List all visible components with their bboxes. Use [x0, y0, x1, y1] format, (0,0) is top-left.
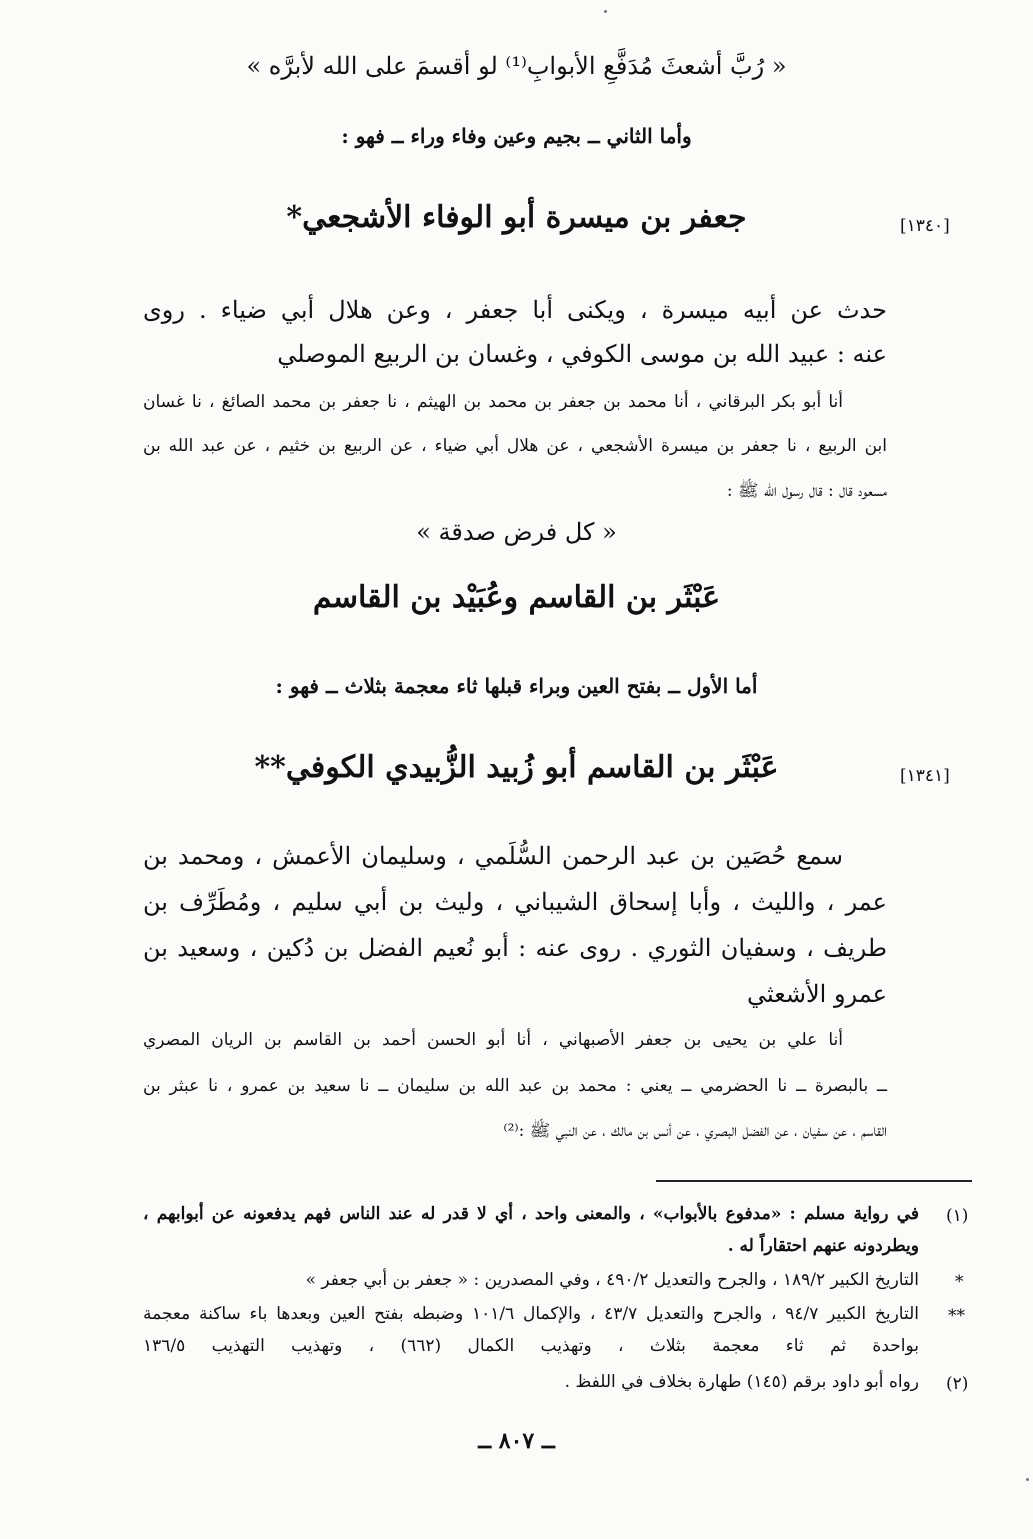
- entry-1341-isnad-line: أنا علي بن يحيى بن جعفر الأصبهاني ، أنا أبو الحسن أحمد بن القاسم بن الريان المصري: [143, 1030, 843, 1050]
- entry-1341-body-line: عمر ، والليث ، وأبا إسحاق الشيباني ، وليث بن أبي سليم ، ومُطَرِّف بن: [143, 888, 888, 916]
- entry-1341-isnad-line: القاسم ، عن سفيان ، عن الفضل البصري ، عن أنس بن مالك ، عن النبي ﷺ :⁽²⁾: [503, 1121, 887, 1141]
- entry-1340-body-line: عنه : عبيد الله بن موسى الكوفي ، وغسان بن الربيع الموصلي: [277, 340, 887, 368]
- footnote-dstar-line: بواحدة ثم ثاء معجمة بثلاث ، وتهذيب الكمال (٦٦٢) ، وتهذيب التهذيب ١٣٦/٥: [143, 1336, 920, 1356]
- footnote-separator: [656, 1180, 972, 1182]
- entry-number-1341: [١٣٤١]: [900, 766, 950, 786]
- entry-1341-body-line: سمع حُصَين بن عبد الرحمن السُّلَمي ، وسليمان الأعمش ، ومحمد بن: [143, 842, 843, 870]
- footnote-dstar-line: التاريخ الكبير ٩٤/٧ ، والجرح والتعديل ٤٣/٧ ، والإكمال ١٠١/٦ وضبطه بفتح العين وبعدها باء ساكنة معجمة: [143, 1304, 919, 1324]
- footnote-1-line: في رواية مسلم : «مدفوع بالأبواب» ، والمعنى واحد ، أي لا قدر له عند الناس فهم يدفعونه عن أبوابهم ،: [143, 1204, 919, 1224]
- scan-speck: [1026, 1478, 1029, 1481]
- footnote-marker: (٢): [946, 1374, 969, 1394]
- entry-1340-isnad-line: أنا أبو بكر البرقاني ، أنا محمد بن جعفر بن محمد بن الهيثم ، نا جعفر بن محمد الصائغ ، نا غسان: [143, 392, 843, 412]
- hadith-quote-1340: « كل فرض صدقة »: [416, 518, 617, 546]
- entry-1340-isnad-line: ابن الربيع ، نا جعفر بن ميسرة الأشجعي ، عن هلال أبي ضياء ، عن الربيع بن خثيم ، عن عبد الله بن: [143, 436, 887, 456]
- footnote-star-line: التاريخ الكبير ١٨٩/٢ ، والجرح والتعديل ٤٩٠/٢ ، وفي المصدرين : « جعفر بن أبي جعفر »: [305, 1270, 919, 1290]
- footnote-marker: **: [948, 1306, 965, 1326]
- entry-1340-isnad-line: مسعود قال : قال رسول الله ﷺ :: [726, 481, 887, 501]
- entry-1341-body-line: عمرو الأشعثي: [747, 980, 887, 1008]
- footnote-marker: *: [955, 1272, 964, 1292]
- intro-second: وأما الثاني ــ بجيم وعين وفاء وراء ــ فهو :: [341, 124, 692, 148]
- entry-title-1340: جعفر بن ميسرة أبو الوفاء الأشجعي*: [286, 200, 747, 235]
- entry-number-1340: [١٣٤٠]: [900, 216, 950, 236]
- entry-title-1341: عَبْثَر بن القاسم أبو زُبيد الزُّبيدي الكوفي**: [254, 750, 779, 785]
- section-heading: عَبْثَر بن القاسم وعُبَيْد بن القاسم: [312, 580, 721, 615]
- hadith-quote-top: « رُبَّ أشعثَ مُدَفَّعِ الأبوابِ⁽¹⁾ لو أقسمَ على الله لأبرَّه »: [246, 52, 787, 80]
- scan-speck: [604, 10, 607, 13]
- footnote-1-line: ويطردونه عنهم احتقاراً له .: [727, 1236, 919, 1256]
- intro-first: أما الأول ــ بفتح العين وبراء قبلها ثاء معجمة بثلاث ــ فهو :: [275, 674, 758, 698]
- entry-1341-isnad-line: ــ بالبصرة ــ نا الحضرمي ــ يعني : محمد بن عبد الله بن سليمان ــ نا سعيد بن عمرو ، نا عبثر بن: [143, 1076, 887, 1096]
- page-number: ــ ٨٠٧ ــ: [478, 1428, 555, 1454]
- footnote-2-line: رواه أبو داود برقم (١٤٥) طهارة بخلاف في اللفظ .: [564, 1372, 919, 1392]
- entry-1340-body-line: حدث عن أبيه ميسرة ، ويكنى أبا جعفر ، وعن هلال أبي ضياء . روى: [143, 296, 887, 324]
- footnote-marker: (١): [946, 1206, 969, 1226]
- entry-1341-body-line: طريف ، وسفيان الثوري . روى عنه : أبو نُعيم الفضل بن دُكين ، وسعيد بن: [143, 934, 887, 962]
